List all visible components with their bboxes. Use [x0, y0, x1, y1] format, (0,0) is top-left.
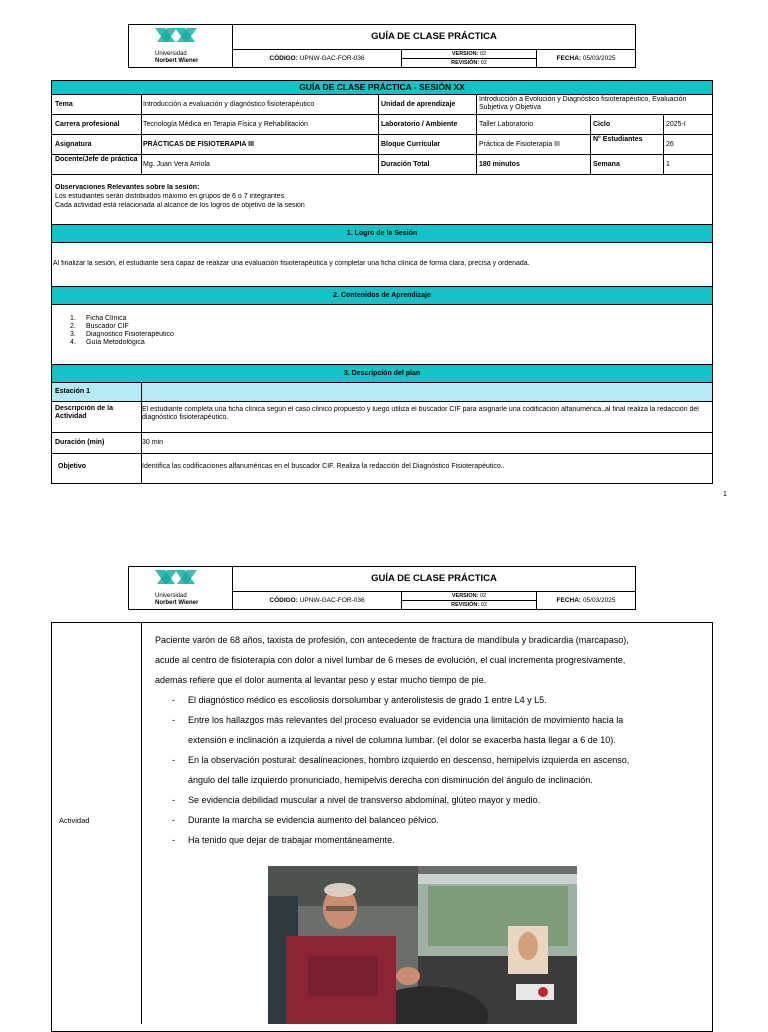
objetivo-value: Identifica las codificaciones alfanuméricas en el buscador CIF. Realiza la redacción del Diagnóstico Fisioterapéutico.. [142, 463, 505, 470]
logro-text: Al finalizar la sesión, el estudiante será capaz de realizar una evaluación fisioterapéutica y completar una ficha clínica de forma clara, precisa y ordenada. [53, 260, 530, 267]
document-date: FECHA: 05/03/2025 [556, 597, 616, 604]
case-line: además refiere que el dolor aumenta al levantar peso y estar mucho tiempo de pie. [155, 675, 487, 685]
contenidos-heading: 2. Contenidos de Aprendizaje [333, 292, 431, 299]
observaciones-line: Los estudiantes serán distribuidos máximo en grupos de 6 o 7 integrantes [55, 193, 285, 200]
duracion-total-value: 180 minutos [479, 161, 520, 168]
document-header [128, 24, 636, 68]
case-findings-list [155, 690, 705, 850]
desc-actividad-value: El estudiante completa una ficha clínica según el caso clínico propuesto y luego utiliza el buscador CIF para asignarle una codificación alfanumérica.,al final realiza la redacción del diagnóstico fisioterapéutico. [142, 406, 699, 421]
document-header [128, 566, 636, 610]
estudiantes-label: N° Estudiantes [593, 136, 643, 143]
observaciones-line: Cada actividad está relacionada al alcance de los logros de objetivo de la sesión [55, 202, 305, 209]
university-name: Universidad Norbert Wiener [155, 593, 199, 606]
actividad-label: Actividad [59, 817, 90, 825]
estudiantes-value: 26 [666, 141, 674, 148]
carrera-label: Carrera profesional [55, 121, 120, 128]
list-item: - Ha tenido que dejar de trabajar momentáneamente. [172, 835, 395, 845]
asignatura-label: Asignatura [55, 141, 92, 148]
descripcion-heading: 3. Descripción del plan [343, 370, 421, 377]
university-logo [129, 25, 233, 67]
asignatura-value: PRÁCTICAS DE FISIOTERAPIA III [143, 141, 254, 148]
desc-actividad-label: Descripción de la Actividad [55, 405, 113, 420]
patient-photo [268, 866, 577, 1024]
logo-mark-icon [155, 570, 199, 590]
duracion-min-value: 30 min [142, 439, 164, 446]
objetivo-label: Objetivo [58, 463, 87, 470]
list-item: - Durante la marcha se evidencia aumento del balanceo pélvico. [172, 815, 439, 825]
list-item: 3. Diagnostico Fisioterapéutico [70, 331, 174, 338]
ciclo-label: Ciclo [593, 121, 611, 128]
list-item: 2. Buscador CIF [70, 323, 129, 330]
docente-label: Docente/Jefe de práctica [55, 156, 138, 163]
list-item: 1. Ficha Clínica [70, 315, 127, 322]
list-item: - Entre los hallazgos más relevantes del proceso evaluador se evidencia una limitación de movimiento hacia la [172, 715, 624, 725]
list-item: - Se evidencia debilidad muscular a nivel de transverso abdominal, glúteo mayor y medio. [172, 795, 541, 805]
docente-value: Mg. Juan Vera Arriola [143, 161, 210, 168]
carrera-value: Tecnología Médica en Terapia Física y Rehabilitación [143, 121, 308, 128]
case-line: Paciente varón de 68 años, taxista de profesión, con antecedente de fractura de mandíbula y bradicardia (marcapaso), [155, 635, 629, 645]
duracion-min-label: Duración (min) [55, 439, 105, 446]
bloque-value: Práctica de Fisioterapia III [479, 141, 560, 148]
document-version: VERSION: 02 REVISIÓN: 02 [402, 50, 537, 67]
document-date: FECHA: 05/03/2025 [556, 55, 616, 62]
university-logo [129, 567, 233, 609]
list-item-continuation: ángulo del talle izquierdo pronunciado, hemipelvis derecha con disminución del ángulo de inclinación. [188, 775, 593, 785]
session-title: GUÍA DE CLASE PRÁCTICA - SESIÓN XX [299, 82, 465, 92]
case-line: acude al centro de fisioterapia con dolor a nivel lumbar de 6 meses de evolución, el cual incrementa progresivamente, [155, 655, 626, 665]
page-number: 1 [723, 491, 727, 498]
logro-heading: 1. Logro de la Sesión [346, 230, 418, 237]
unidad-value: Introducción a Evolución y Diagnóstico fisioterapéutico, Evaluación Subjetiva y Objetiva [479, 96, 687, 111]
list-item: 4. Guía Metodológica [70, 339, 145, 346]
document-code: CÓDIGO: UPNW-GAC-FOR-036 [233, 50, 402, 67]
tema-value: Introducción a evaluación y diagnóstico fisioterapéutico [143, 101, 315, 108]
ciclo-value: 2025-I [666, 121, 686, 128]
university-name: Universidad Norbert Wiener [155, 51, 199, 64]
laboratorio-value: Taller Laboratorio [479, 121, 534, 128]
clinical-case [155, 630, 705, 850]
logo-mark-icon [155, 28, 199, 48]
duracion-total-label: Duración Total [381, 161, 430, 168]
semana-label: Semana [593, 161, 620, 168]
document-code: CÓDIGO: UPNW-GAC-FOR-036 [233, 592, 402, 609]
observaciones-title: Observaciones Relevantes sobre la sesión: [55, 184, 200, 191]
list-item-continuation: extensión e inclinación a izquierda a nivel de columna lumbar. (el dolor se exacerba hasta llegar a 6 de 10). [188, 735, 616, 745]
document-version: VERSION: 02 REVISIÓN: 02 [402, 592, 537, 609]
patient-in-taxi-image [268, 866, 577, 1024]
laboratorio-label: Laboratorio / Ambiente [381, 121, 458, 128]
bloque-label: Bloque Curricular [381, 141, 441, 148]
contenidos-list [68, 315, 368, 347]
document-title: GUÍA DE CLASE PRÁCTICA [233, 567, 635, 592]
list-item: - En la observación postural: desalineaciones, hombro izquierdo en descenso, hemipelvis izquierda en ascenso, [172, 755, 630, 765]
tema-label: Tema [55, 101, 73, 108]
semana-value: 1 [666, 161, 670, 168]
estacion-label: Estación 1 [55, 388, 91, 395]
list-item: - El diagnóstico médico es escoliosis dorsolumbar y anterolistesis de grado 1 entre L4 y L5. [172, 695, 547, 705]
unidad-label: Unidad de aprendizaje [381, 101, 456, 108]
document-title: GUÍA DE CLASE PRÁCTICA [233, 25, 635, 50]
